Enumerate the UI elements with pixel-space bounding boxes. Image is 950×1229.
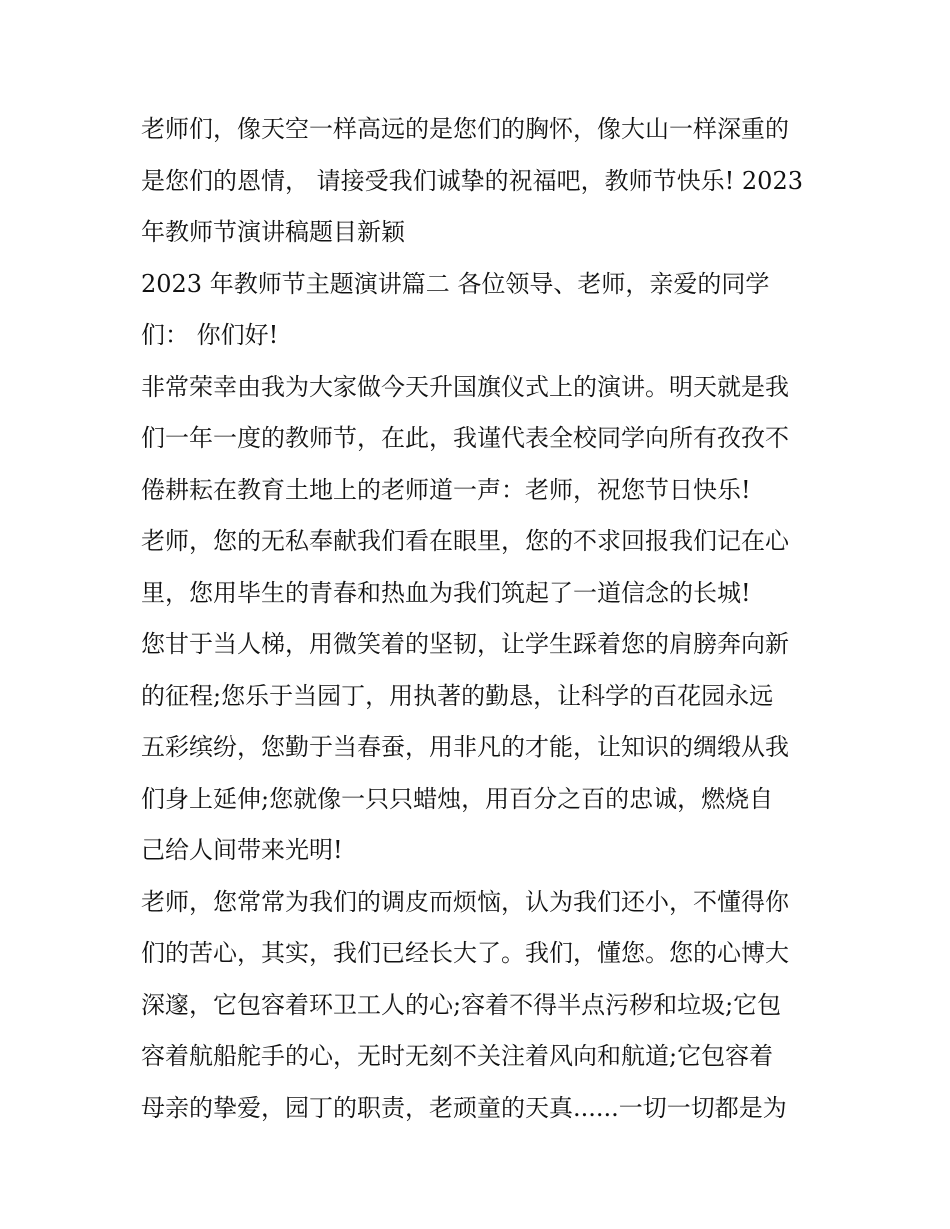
text-line: 容着航船舵手的心，无时无刻不关注着风向和航道;它包容着: [141, 1042, 774, 1070]
text-line: 老师，您的无私奉献我们看在眼里，您的不求回报我们记在心: [141, 527, 789, 555]
text-line: 里，您用毕生的青春和热血为我们筑起了一道信念的长城!: [141, 578, 751, 607]
text-line: 的征程;您乐于当园丁，用执著的勤恳，让科学的百花园永远: [141, 681, 774, 710]
text-line: 们： 你们好!: [141, 321, 279, 349]
text-line: 们的苦心，其实，我们已经长大了。我们，懂您。您的心博大: [141, 939, 789, 967]
text-line: 您甘于当人梯，用微笑着的坚韧，让学生踩着您的肩膀奔向新: [141, 630, 789, 658]
text-line: 们身上延伸;您就像一只只蜡烛，用百分之百的忠诚，燃烧自: [141, 784, 774, 813]
text-line: 老师们，像天空一样高远的是您们的胸怀，像大山一样深重的: [141, 115, 789, 143]
text-line: 母亲的挚爱，园丁的职责，老顽童的天真......一切一切都是为: [141, 1093, 787, 1122]
document-body: [141, 104, 821, 1134]
text-line: 是您们的恩情， 请接受我们诚挚的祝福吧，教师节快乐! 2023: [141, 166, 803, 195]
text-line: 年教师节演讲稿题目新颖: [141, 218, 405, 246]
text-line: 老师，您常常为我们的调皮而烦恼，认为我们还小，不懂得你: [141, 887, 789, 916]
text-line: 深邃，它包容着环卫工人的心;容着不得半点污秽和垃圾;它包: [141, 990, 782, 1019]
text-line: 己给人间带来光明!: [141, 836, 343, 864]
text-line: 2023 年教师节主题演讲篇二 各位领导、老师，亲爱的同学: [141, 269, 770, 298]
text-line: 非常荣幸由我为大家做今天升国旗仪式上的演讲。明天就是我: [141, 372, 789, 401]
text-line: 五彩缤纷，您勤于当春蚕，用非凡的才能，让知识的绸缎从我: [141, 733, 789, 761]
text-line: 倦耕耘在教育土地上的老师道一声：老师，祝您节日快乐!: [141, 475, 751, 504]
text-line: 们一年一度的教师节，在此，我谨代表全校同学向所有孜孜不: [141, 424, 789, 452]
